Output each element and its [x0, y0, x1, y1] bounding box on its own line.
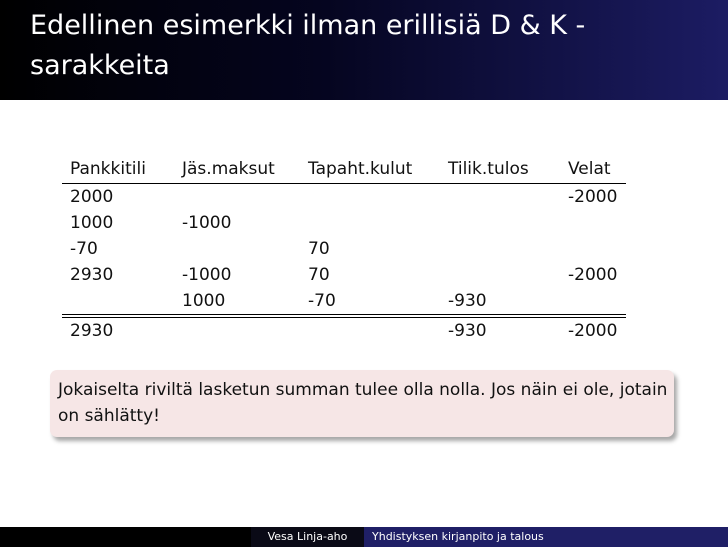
slide-title: Edellinen esimerkki ilman erillisiä D & K -sarakkeita [30, 10, 586, 81]
table-cell [174, 236, 300, 262]
table-cell: -70 [70, 239, 98, 259]
column-header: Tilik.tulos [440, 154, 560, 184]
table-cell [440, 210, 560, 236]
table-cell [560, 236, 626, 262]
table-cell: -1000 [182, 265, 232, 285]
table-cell [440, 262, 560, 288]
footer-bar [0, 527, 728, 547]
footer-author: Vesa Linja-aho [251, 527, 364, 547]
table-cell [440, 236, 560, 262]
table-header-row [62, 154, 626, 184]
total-cell [174, 316, 300, 344]
footer-title: Yhdistyksen kirjanpito ja talous [364, 527, 728, 547]
table-cell: -70 [300, 288, 440, 316]
table-cell: 1000 [70, 213, 114, 233]
table-row [62, 210, 626, 236]
table-total-row [62, 316, 626, 344]
column-header: Jäs.maksut [174, 154, 300, 184]
total-cell [300, 316, 440, 344]
table-cell: -1000 [182, 213, 232, 233]
table-row [62, 288, 626, 316]
total-cell: 2930 [70, 321, 114, 341]
total-cell: -930 [448, 321, 487, 341]
callout-text: Jokaiselta riviltä lasketun summan tulee olla nolla. Jos näin ei ole, jotain on sählätty! [58, 380, 668, 426]
table-cell: 2930 [70, 265, 114, 285]
table-row [62, 262, 626, 288]
column-header: Velat [560, 154, 626, 184]
table-cell: 2000 [70, 187, 114, 207]
table-row [62, 236, 626, 262]
table-cell: 1000 [174, 288, 300, 316]
table-cell: 70 [308, 239, 330, 259]
table-cell [300, 184, 440, 211]
table-cell [300, 210, 440, 236]
column-header: Pankkitili [62, 154, 174, 184]
table-cell [440, 184, 560, 211]
warning-callout [50, 370, 674, 437]
table-cell: -930 [440, 288, 560, 316]
table-cell [560, 210, 626, 236]
ledger-table [62, 154, 626, 344]
table-cell [174, 184, 300, 211]
table-cell: -2000 [568, 187, 618, 207]
table-row [62, 184, 626, 211]
title-bar [0, 0, 728, 100]
table-cell: -2000 [568, 265, 618, 285]
column-header: Tapaht.kulut [300, 154, 440, 184]
table-cell [560, 288, 626, 316]
table-cell: 70 [308, 265, 330, 285]
total-cell: -2000 [568, 321, 618, 341]
table-cell [62, 288, 174, 316]
